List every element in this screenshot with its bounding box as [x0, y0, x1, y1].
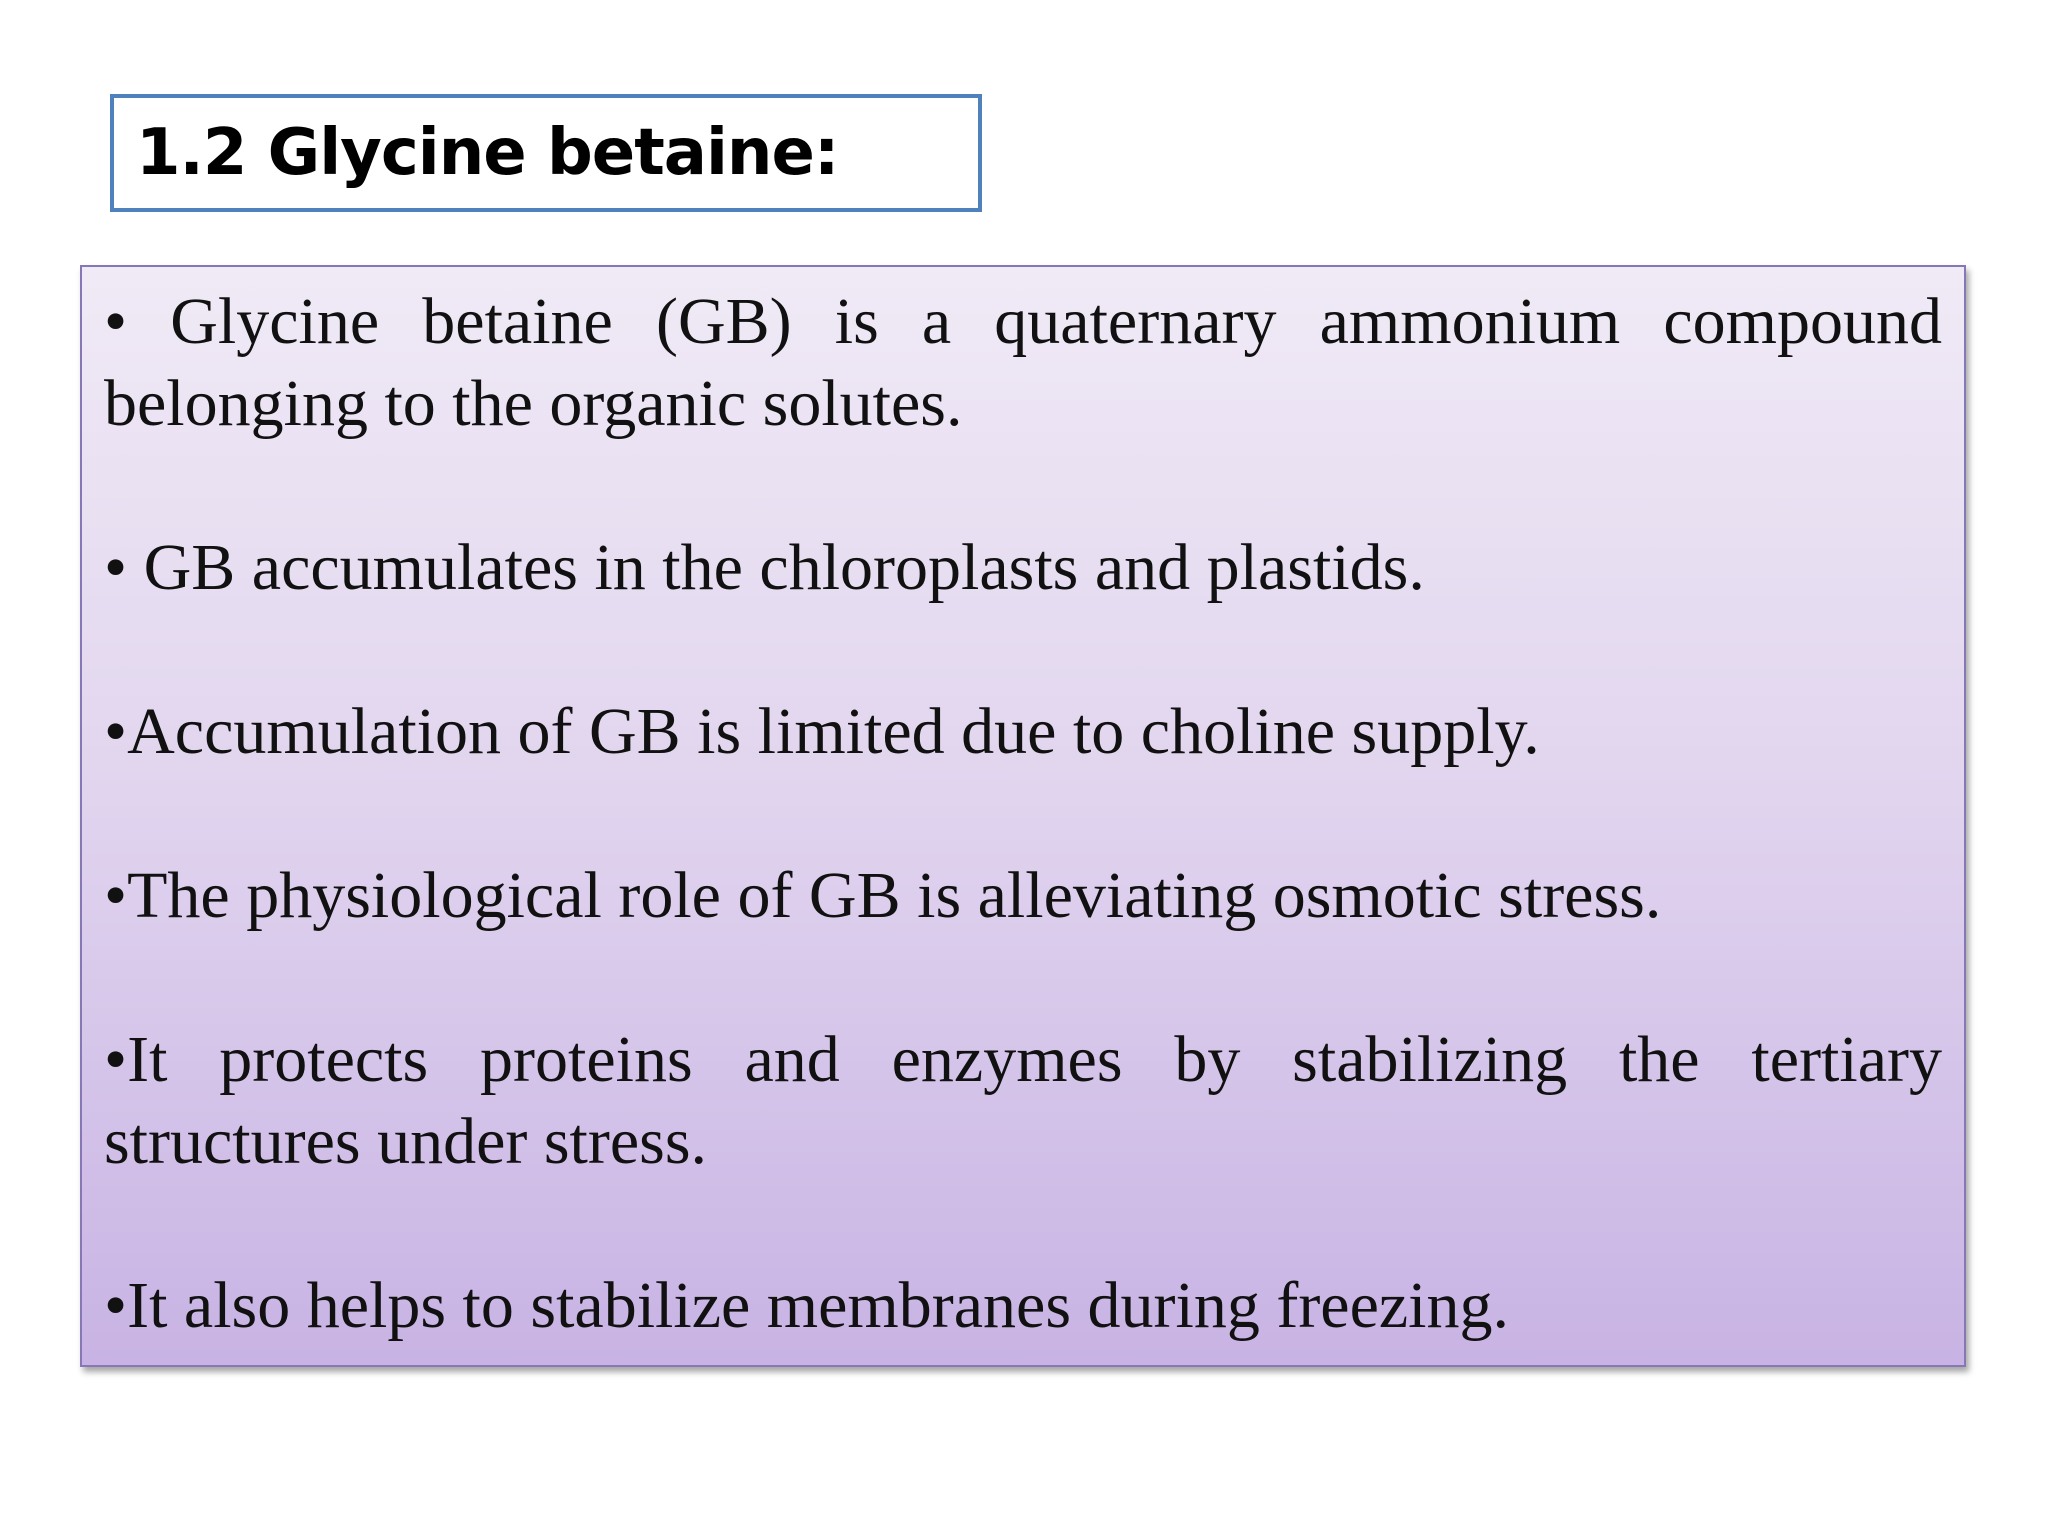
bullet-text-line: • Glycine betaine (GB) is a quaternary ammonium compound [104, 285, 1942, 358]
bullet-item [104, 281, 1942, 445]
bullet-text-line: •The physiological role of GB is alleviating osmotic stress. [104, 859, 1662, 932]
bullet-text-line: structures under stress. [104, 1105, 708, 1178]
bullet-text-line: • GB accumulates in the chloroplasts and plastids. [104, 531, 1425, 604]
bullet-list [104, 281, 1942, 1347]
bullet-text-line: •Accumulation of GB is limited due to choline supply. [104, 695, 1540, 768]
bullet-text-line: •It protects proteins and enzymes by stabilizing the tertiary [104, 1023, 1942, 1096]
bullet-item [104, 527, 1942, 609]
bullet-item [104, 855, 1942, 937]
bullet-text-line: belonging to the organic solutes. [104, 367, 963, 440]
bullet-item [104, 1019, 1942, 1183]
bullet-text-line: •It also helps to stabilize membranes during freezing. [104, 1269, 1510, 1342]
title-box [110, 94, 982, 212]
bullet-item [104, 1265, 1942, 1347]
content-box [80, 265, 1966, 1367]
slide-title: 1.2 Glycine betaine: [136, 116, 839, 190]
bullet-item [104, 691, 1942, 773]
